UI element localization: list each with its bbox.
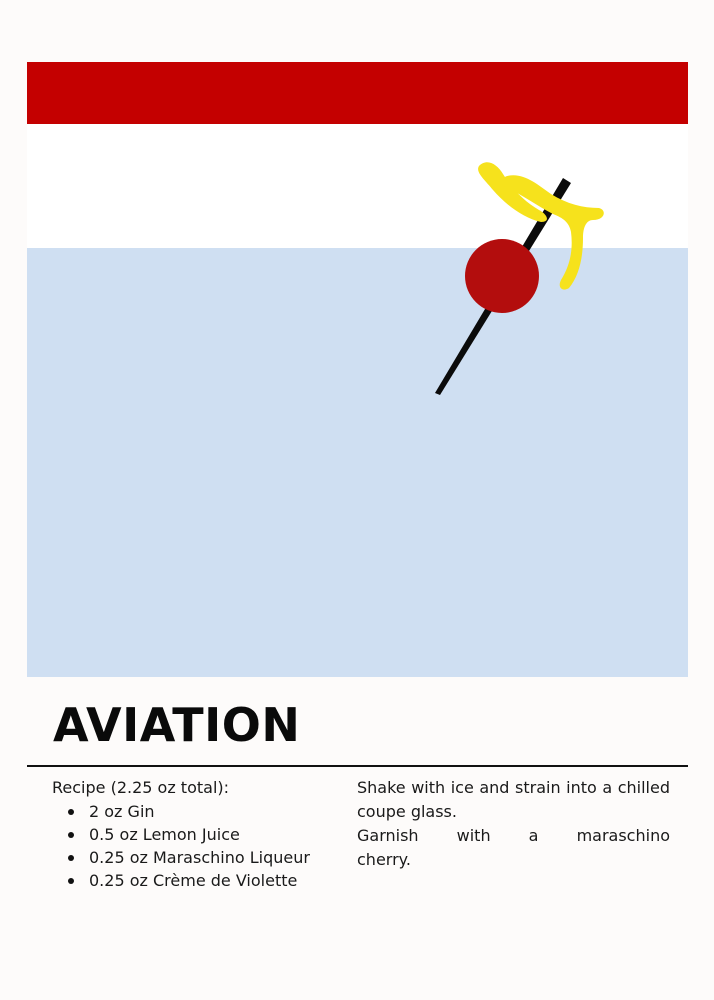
cherry-icon — [465, 239, 539, 313]
instructions-section — [357, 776, 670, 872]
garnish-text-line2: cherry. — [357, 850, 411, 869]
garnish-art — [27, 62, 688, 677]
method-text: Shake with ice and strain into a chilled coupe glass. — [357, 778, 670, 821]
ingredient-item: 0.25 oz Maraschino Liqueur — [68, 846, 352, 869]
ingredient-item: 2 oz Gin — [68, 800, 352, 823]
garnish-text-line1: Garnish with a maraschino — [357, 826, 670, 845]
cocktail-title: AVIATION — [53, 698, 301, 752]
ingredient-item: 0.5 oz Lemon Juice — [68, 823, 352, 846]
divider — [27, 765, 688, 767]
ingredient-item: 0.25 oz Crème de Violette — [68, 869, 352, 892]
cocktail-illustration — [27, 62, 688, 677]
recipe-section — [52, 776, 352, 892]
ingredient-list — [52, 800, 352, 892]
recipe-header: Recipe (2.25 oz total): — [52, 778, 230, 797]
